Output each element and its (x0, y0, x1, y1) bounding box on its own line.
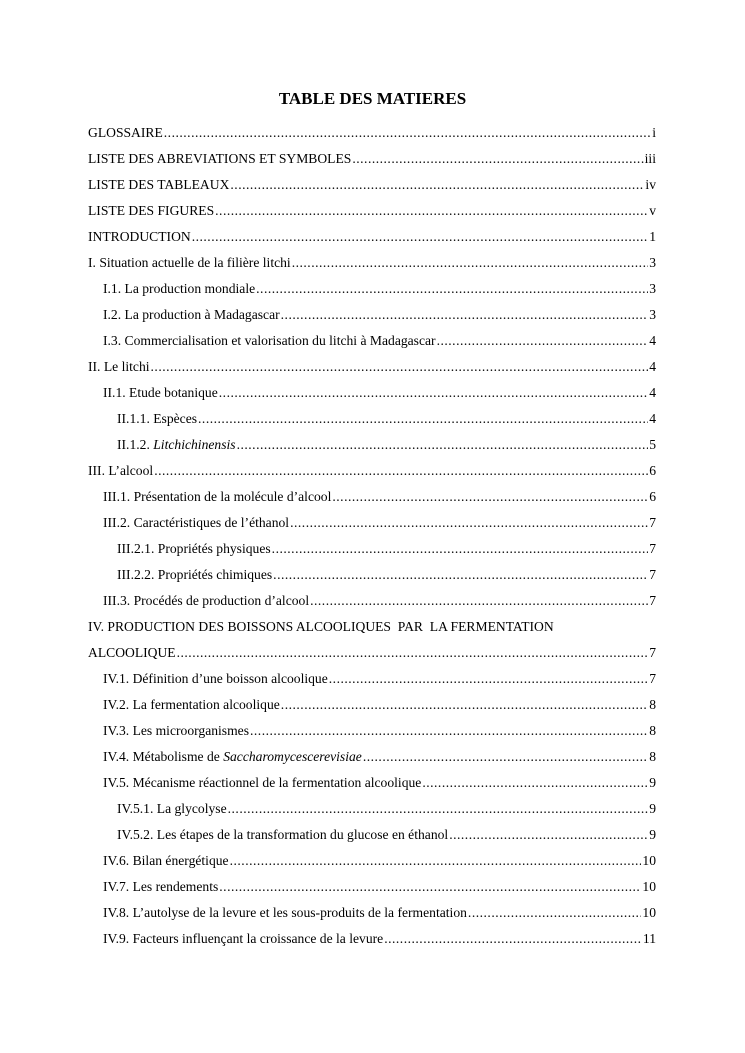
toc-page-number: v (649, 203, 656, 218)
toc-entry-label: LISTE DES ABREVIATIONS ET SYMBOLES (88, 151, 352, 166)
toc-entry-iii-2-2[interactable] (88, 562, 656, 588)
dot-leader (237, 432, 649, 458)
toc-entry-iv-6[interactable] (88, 848, 656, 874)
toc-entry-label: III.2.2. Propriétés chimiques (117, 567, 273, 582)
dot-leader (329, 666, 648, 692)
toc-page-number: 4 (649, 359, 656, 374)
toc-entry-ii-1-2[interactable] (88, 432, 656, 458)
toc-entry-label: III.2.1. Propriétés physiques (117, 541, 271, 556)
dot-leader (281, 302, 649, 328)
toc-page-number: iii (644, 151, 656, 166)
toc-page-number: 8 (649, 697, 656, 712)
toc-entry-label: LISTE DES TABLEAUX (88, 177, 230, 192)
dot-leader (384, 926, 642, 952)
toc-page-number: 7 (649, 671, 656, 686)
toc-entry-iv-5-2[interactable] (88, 822, 656, 848)
toc-entry-iv-9[interactable] (88, 926, 656, 952)
toc-page-number: 1 (649, 229, 656, 244)
toc-entry-label: IV.5.1. La glycolyse (117, 801, 227, 816)
toc-entry-label: INTRODUCTION (88, 229, 191, 244)
dot-leader (164, 120, 651, 146)
toc-page-number: 5 (649, 437, 656, 452)
toc-entry-label: IV. PRODUCTION DES BOISSONS ALCOOLIQUES PAR LA FERMENTATION (88, 619, 554, 634)
dot-leader (272, 536, 649, 562)
dot-leader (154, 458, 648, 484)
toc-page-number: 4 (649, 385, 656, 400)
toc-entry-label: IV.9. Facteurs influençant la croissance de la levure (103, 931, 384, 946)
dot-leader (332, 484, 648, 510)
dot-leader (352, 146, 643, 172)
toc-entry-figures[interactable] (88, 198, 656, 224)
toc-entry-iv-4[interactable] (88, 744, 656, 770)
toc-page-number: 6 (649, 463, 656, 478)
toc-page-number: 10 (642, 879, 656, 894)
toc-page-number: 11 (642, 931, 656, 946)
toc-entry-label: GLOSSAIRE (88, 125, 163, 140)
species-name: Saccharomycescerevisiae (223, 749, 362, 764)
toc-entry-label: ALCOOLIQUE (88, 645, 176, 660)
dot-leader (230, 172, 644, 198)
toc-page-number: 4 (649, 333, 656, 348)
dot-leader (230, 848, 642, 874)
dot-leader (449, 822, 648, 848)
dot-leader (192, 224, 649, 250)
toc-page-number: 3 (649, 307, 656, 322)
toc-page-number: 7 (649, 515, 656, 530)
toc-entry-label: II.1.1. Espèces (117, 411, 198, 426)
toc-page-number: i (652, 125, 656, 140)
toc-page-number: 6 (649, 489, 656, 504)
toc-entry-label (103, 744, 362, 770)
toc-page-number: 10 (642, 853, 656, 868)
toc-entry-label: LISTE DES FIGURES (88, 203, 215, 218)
toc-entry-label: IV.8. L’autolyse de la levure et les sous-produits de la fermentation (103, 905, 467, 920)
dot-leader (250, 718, 648, 744)
table-of-contents (88, 120, 656, 952)
dot-leader (256, 276, 648, 302)
page-title: TABLE DES MATIERES (278, 89, 467, 108)
species-name: Litchichinensis (153, 437, 236, 452)
toc-entry-iii-2-1[interactable] (88, 536, 656, 562)
dot-leader (219, 380, 648, 406)
toc-entry-i-1[interactable] (88, 276, 656, 302)
toc-page-number: iv (645, 177, 656, 192)
toc-entry-label: II.1. Etude botanique (103, 385, 218, 400)
toc-entry-section-iv-line2[interactable] (88, 640, 656, 666)
dot-leader (310, 588, 648, 614)
dot-leader (290, 510, 648, 536)
toc-entry-label (117, 432, 236, 458)
toc-entry-label: IV.7. Les rendements (103, 879, 219, 894)
toc-page-number: 7 (649, 645, 656, 660)
toc-entry-label: IV.3. Les microorganismes (103, 723, 249, 738)
toc-entry-section-ii[interactable] (88, 354, 656, 380)
toc-entry-iii-1[interactable] (88, 484, 656, 510)
toc-entry-label: I.2. La production à Madagascar (103, 307, 280, 322)
toc-entry-section-i[interactable] (88, 250, 656, 276)
dot-leader (151, 354, 649, 380)
toc-entry-label: IV.1. Définition d’une boisson alcoolique (103, 671, 328, 686)
toc-entry-label: II. Le litchi (88, 359, 150, 374)
toc-page-number: 9 (649, 801, 656, 816)
dot-leader (273, 562, 648, 588)
dot-leader (198, 406, 648, 432)
toc-entry-i-2[interactable] (88, 302, 656, 328)
toc-entry-label: III.2. Caractéristiques de l’éthanol (103, 515, 290, 530)
toc-entry-iv-8[interactable] (88, 900, 656, 926)
toc-page-number: 3 (649, 255, 656, 270)
dot-leader (422, 770, 648, 796)
toc-entry-label: I.1. La production mondiale (103, 281, 256, 296)
toc-entry-iii-3[interactable] (88, 588, 656, 614)
toc-entry-label: IV.5. Mécanisme réactionnel de la fermentation alcoolique (103, 775, 422, 790)
toc-page-number: 3 (649, 281, 656, 296)
toc-entry-abreviations[interactable] (88, 146, 656, 172)
toc-entry-label: III. L’alcool (88, 463, 154, 478)
toc-entry-glossaire[interactable] (88, 120, 656, 146)
toc-entry-iv-7[interactable] (88, 874, 656, 900)
toc-entry-iv-3[interactable] (88, 718, 656, 744)
toc-entry-label: I.3. Commercialisation et valorisation du litchi à Madagascar (103, 333, 436, 348)
toc-page-number: 8 (649, 723, 656, 738)
toc-entry-label: IV.2. La fermentation alcoolique (103, 697, 280, 712)
dot-leader (468, 900, 641, 926)
dot-leader (177, 640, 649, 666)
toc-entry-label: III.3. Procédés de production d’alcool (103, 593, 310, 608)
toc-entry-tableaux[interactable] (88, 172, 656, 198)
toc-entry-iv-5[interactable] (88, 770, 656, 796)
toc-page-number: 10 (642, 905, 656, 920)
toc-page-number: 7 (649, 541, 656, 556)
toc-entry-label: IV.6. Bilan énergétique (103, 853, 229, 868)
toc-entry-iv-1[interactable] (88, 666, 656, 692)
toc-entry-ii-1[interactable] (88, 380, 656, 406)
toc-entry-section-iv-line1[interactable] (88, 614, 656, 640)
toc-page-number: 9 (649, 775, 656, 790)
dot-leader (281, 692, 648, 718)
toc-entry-section-iii[interactable] (88, 458, 656, 484)
toc-entry-label: I. Situation actuelle de la filière litchi (88, 255, 291, 270)
toc-page-number: 8 (649, 749, 656, 764)
toc-page-number: 4 (649, 411, 656, 426)
toc-entry-prefix: II.1.2. (117, 437, 154, 452)
toc-entry-prefix: IV.4. Métabolisme de (103, 749, 224, 764)
toc-entry-label: III.1. Présentation de la molécule d’alcool (103, 489, 332, 504)
dot-leader (215, 198, 648, 224)
toc-page-number: 7 (649, 567, 656, 582)
toc-entry-iii-2[interactable] (88, 510, 656, 536)
toc-entry-label: IV.5.2. Les étapes de la transformation du glucose en éthanol (117, 827, 449, 842)
toc-entry-ii-1-1[interactable] (88, 406, 656, 432)
toc-page-number: 7 (649, 593, 656, 608)
toc-entry-iv-5-1[interactable] (88, 796, 656, 822)
dot-leader (437, 328, 649, 354)
dot-leader (363, 744, 648, 770)
dot-leader (292, 250, 649, 276)
toc-page-number: 9 (649, 827, 656, 842)
dot-leader (228, 796, 649, 822)
dot-leader (219, 874, 641, 900)
toc-entry-introduction[interactable] (88, 224, 656, 250)
toc-entry-iv-2[interactable] (88, 692, 656, 718)
toc-entry-i-3[interactable] (88, 328, 656, 354)
